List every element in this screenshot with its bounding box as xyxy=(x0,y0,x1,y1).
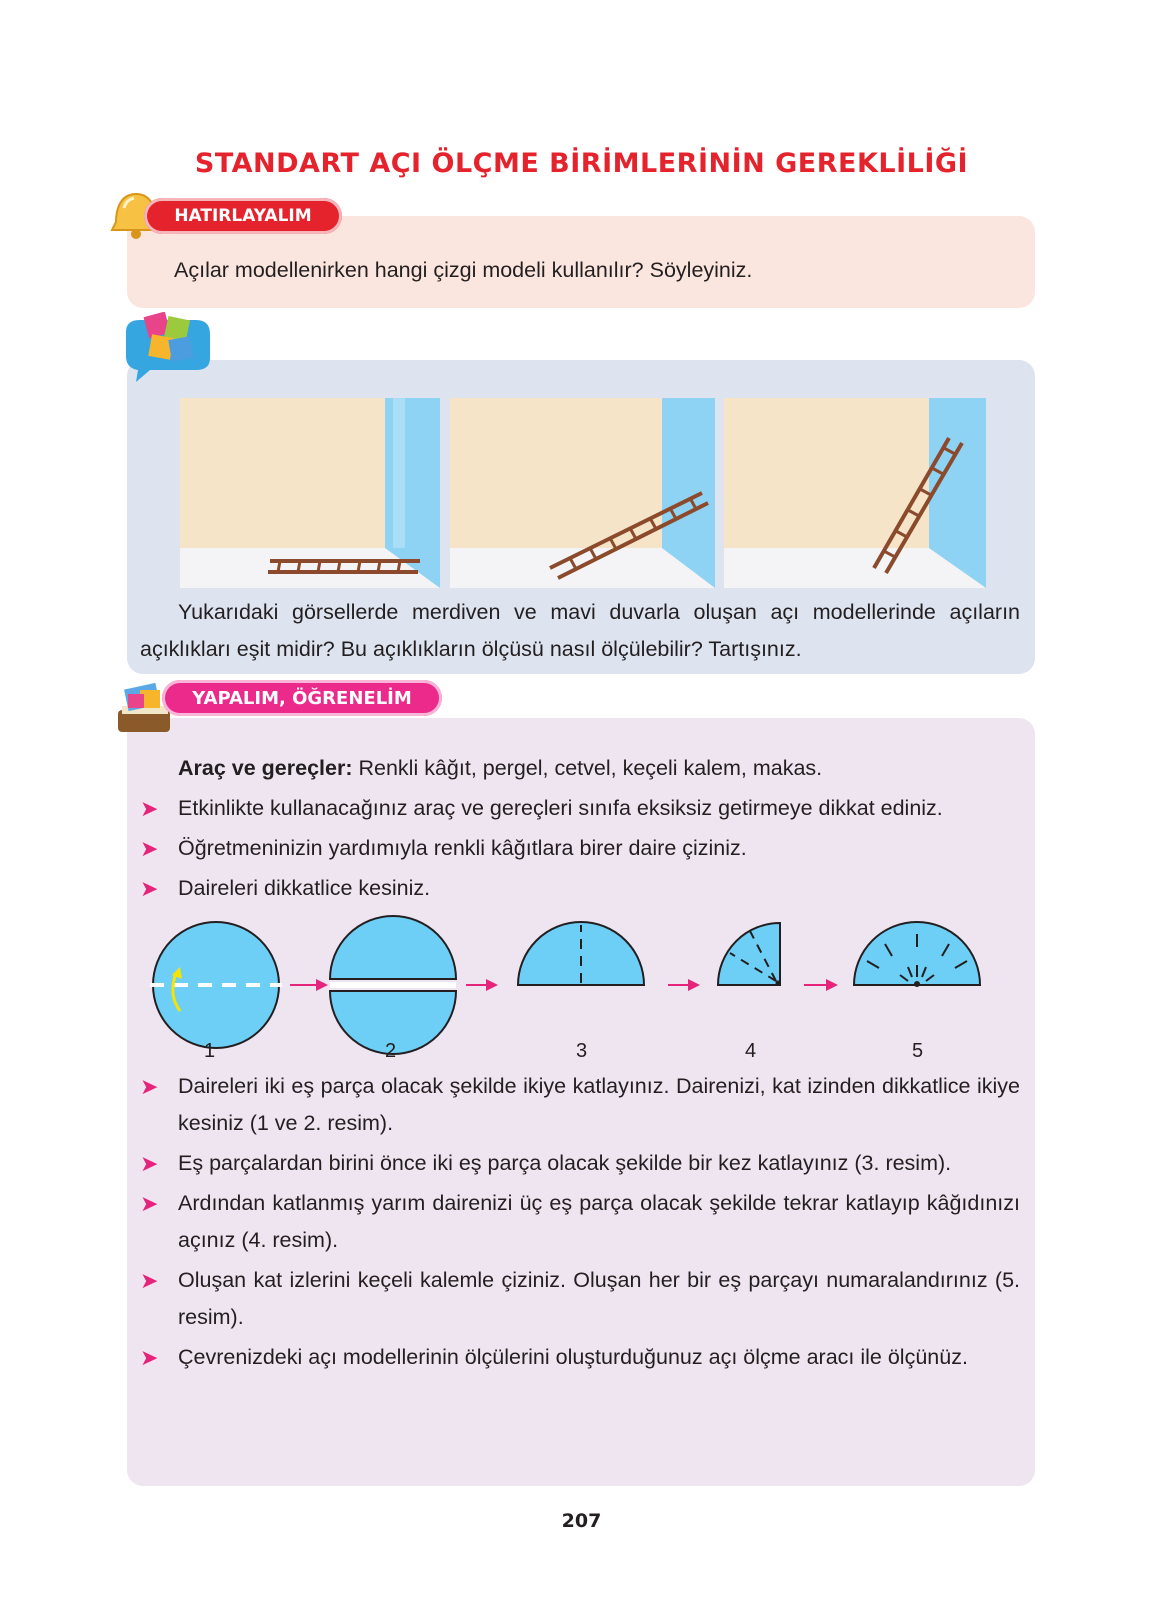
activity-label: YAPALIM, ÖĞRENELİM xyxy=(162,680,442,716)
arrow-bullet-icon: ➤ xyxy=(140,876,159,901)
arrow-bullet-icon: ➤ xyxy=(140,1151,159,1176)
list-item xyxy=(140,1339,1020,1376)
step-text: Daireleri dikkatlice kesiniz. xyxy=(178,876,431,900)
step-text: Etkinlikte kullanacağınız araç ve gereçleri sınıfa eksiksiz getirmeye dikkat ediniz. xyxy=(178,796,943,820)
puzzle-icon xyxy=(116,312,212,382)
ladder-scene-2 xyxy=(450,398,715,588)
step-text: Çevrenizdeki açı modellerinin ölçülerini oluşturduğunuz açı ölçme aracı ile ölçünüz. xyxy=(178,1345,968,1369)
list-item xyxy=(140,1068,1020,1142)
figure-number-2: 2 xyxy=(385,1040,397,1062)
circle-figure-1 xyxy=(150,922,282,1048)
folding-figure xyxy=(140,915,1020,1055)
arrow-bullet-icon: ➤ xyxy=(140,1345,159,1370)
arrow-1-icon xyxy=(290,979,328,991)
step-text: Öğretmeninizin yardımıyla renkli kâğıtlara birer daire çiziniz. xyxy=(178,836,747,860)
materials-line xyxy=(178,750,822,787)
discuss-text: Yukarıdaki görsellerde merdiven ve mavi duvarla oluşan açı modellerinde açıların açıklıkları eşit midir? Bu açıklıkların ölçüsü nasıl ölçülebilir? Tartışınız. xyxy=(140,600,1020,661)
recall-question: Açılar modellenirken hangi çizgi modeli kullanılır? Söyleyiniz. xyxy=(174,258,753,282)
ladder-scene-3 xyxy=(724,398,986,588)
arrow-2-icon xyxy=(466,979,498,991)
recall-label: HATIRLAYALIM xyxy=(144,198,342,234)
list-item xyxy=(140,790,1020,827)
quarter-figure-4 xyxy=(718,923,781,986)
semicircle-figure-3 xyxy=(518,922,644,985)
ladder-scene-1 xyxy=(180,398,440,588)
arrow-bullet-icon: ➤ xyxy=(140,1074,159,1099)
arrow-3-icon xyxy=(668,979,700,991)
materials-label: Araç ve gereçler: xyxy=(178,756,353,780)
figure-number-4: 4 xyxy=(745,1040,757,1062)
step-text: Daireleri iki eş parça olacak şekilde ikiye katlayınız. Dairenizi, kat izinden dikkatlice ikiye kesiniz (1 ve 2. resim). xyxy=(178,1074,1020,1135)
list-item xyxy=(140,830,1020,867)
list-item xyxy=(140,1185,1020,1259)
steps-top-list xyxy=(140,790,1020,910)
arrow-4-icon xyxy=(804,979,838,991)
protractor-figure-5 xyxy=(854,922,980,987)
figure-number-3: 3 xyxy=(576,1040,588,1062)
list-item xyxy=(140,870,1020,907)
arrow-bullet-icon: ➤ xyxy=(140,796,159,821)
page-number: 207 xyxy=(561,1510,602,1532)
figure-number-5: 5 xyxy=(912,1040,924,1062)
step-text: Ardından katlanmış yarım dairenizi üç eş parça olacak şekilde tekrar katlayıp kâğıdınızı açınız (4. resim). xyxy=(178,1191,1020,1252)
list-item xyxy=(140,1262,1020,1336)
arrow-bullet-icon: ➤ xyxy=(140,1268,159,1293)
figure-number-1: 1 xyxy=(204,1040,216,1062)
materials-text: Renkli kâğıt, pergel, cetvel, keçeli kalem, makas. xyxy=(358,756,823,780)
list-item xyxy=(140,1145,1020,1182)
page-title: STANDART AÇI ÖLÇME BİRİMLERİNİN GEREKLİLİĞİ xyxy=(194,148,969,179)
step-text: Eş parçalardan birini önce iki eş parça olacak şekilde bir kez katlayınız (3. resim). xyxy=(178,1151,952,1175)
step-text: Oluşan kat izlerini keçeli kalemle çiziniz. Oluşan her bir eş parçayı numaralandırınız (5. resim). xyxy=(178,1268,1020,1329)
steps-bottom-list xyxy=(140,1068,1020,1379)
arrow-bullet-icon: ➤ xyxy=(140,1191,159,1216)
circle-figure-2 xyxy=(330,916,456,1054)
arrow-bullet-icon: ➤ xyxy=(140,836,159,861)
